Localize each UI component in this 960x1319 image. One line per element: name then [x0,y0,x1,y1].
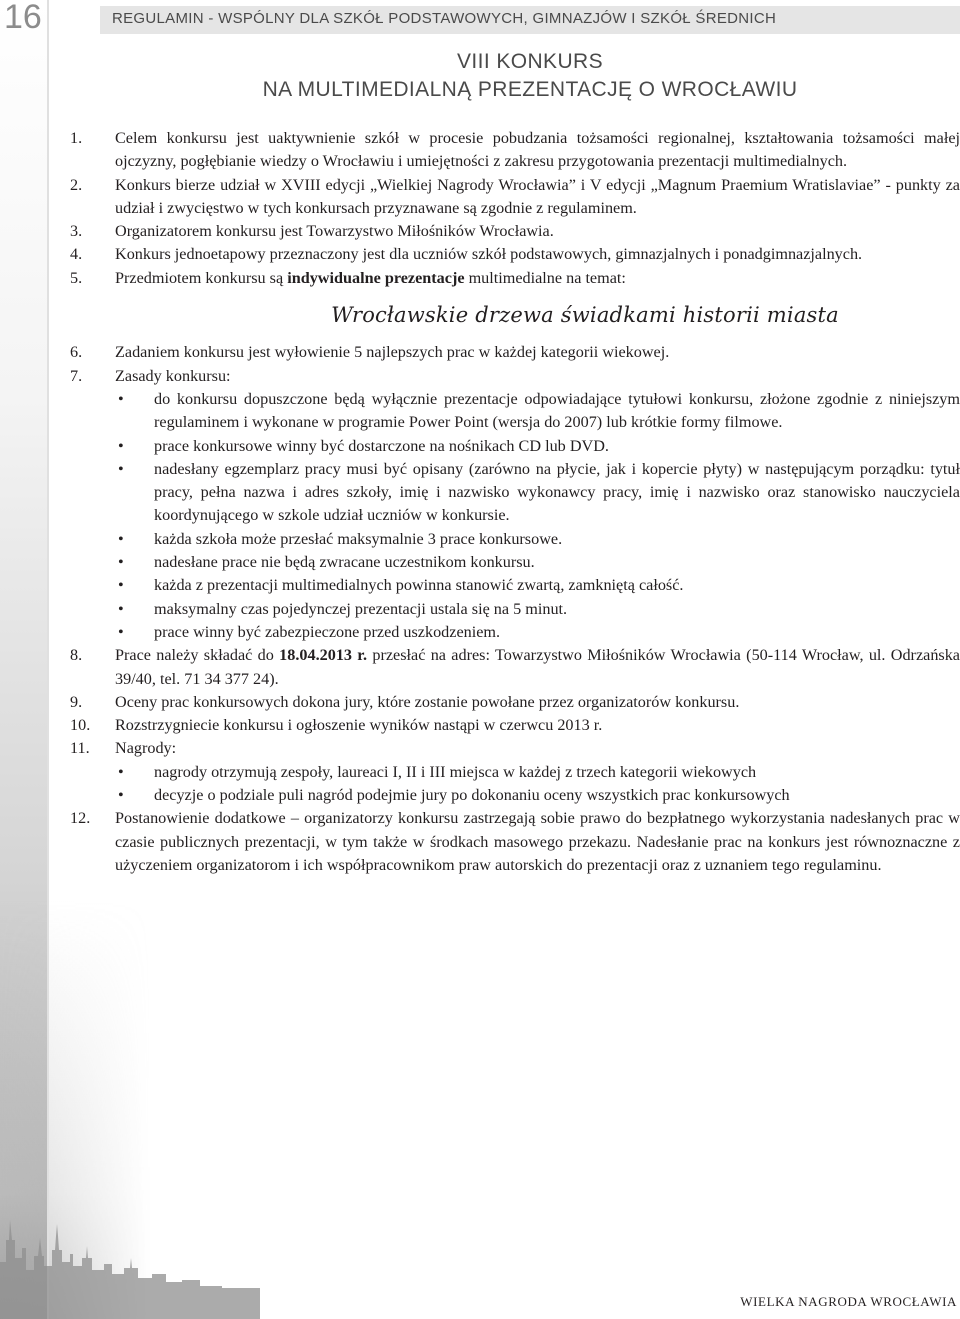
bullet-text: do konkursu dopuszczone będą wyłącznie prezentacje odpowiadające tytułowi konkursu, złożone zgodnie z niniejszym regulaminem i wykonane w programie Power Point (wersja do 2007) lub krótkie formy filmowe. [154,389,960,432]
list-item [70,341,960,364]
item-number: 12. [70,809,91,828]
item-text: Prace należy składać do [115,646,280,665]
bullet-text: prace winny być zabezpieczone przed uszkodzeniem. [154,622,501,641]
rule-bullet [70,388,960,435]
item-text: Celem konkursu jest uaktywnienie szkół w procesie pobudzania tożsamości regionalnej, kształtowania tożsamości małej ojczyzny, pogłębianie wiedzy o Wrocławiu i umiejętności z zakresu przygotowania prezentacji multimedialnych. [115,129,960,171]
bullet-icon: • [118,622,124,641]
item-bold-text: indywidualne prezentacje [287,268,465,287]
list-item [70,267,960,290]
item-text: Nagrody: [115,739,177,758]
bullet-text: nagrody otrzymują zespoły, laureaci I, II i III miejsca w każdej z trzech kategorii wiekowych [154,762,757,781]
item-text: Postanowienie dodatkowe – organizatorzy konkursu zastrzegają sobie prawo do bezpłatnego wykorzystania nadesłanych prac w czasie publicznych prezentacji, w tym także w środkach masowego przekazu. Nadesłanie prac na konkurs jest równoznaczne z użyczeniem organizatorom i ich współpracownikom praw autorskich do prezentacji oraz z uznaniem tego regulaminu. [115,809,960,874]
item-number: 4. [70,245,83,264]
rule-bullet [70,598,960,621]
item-text: Rozstrzygniecie konkursu i ogłoszenie wyników nastąpi w czerwcu 2013 r. [115,716,603,735]
deadline-date: 18.04.2013 r. [279,646,368,665]
competition-theme: Wrocławskie drzewa świadkami historii miasta [331,303,839,328]
bullet-icon: • [118,436,124,455]
list-item [70,243,960,266]
list-item [70,807,960,877]
item-text: Zadaniem konkursu jest wyłowienie 5 najlepszych prac w każdej kategorii wiekowej. [115,343,670,362]
list-item [70,365,960,388]
item-number: 6. [70,343,83,362]
bullet-text: prace konkursowe winny być dostarczone na nośnikach CD lub DVD. [154,436,609,455]
rule-bullet [70,458,960,528]
bullet-icon: • [118,459,124,478]
bullet-text: nadesłane prace nie będą zwracane uczestnikom konkursu. [154,553,535,572]
regulations-body [70,127,960,877]
bullet-text: nadesłany egzemplarz pracy musi być opisany (zarówno na płycie, jak i kopercie płyty) w następującym porządku: tytuł pracy, pełna nazwa i adres szkoły, imię i nazwisko wykonawcy pracy, imię i nazwisko oraz stanowisko nauczyciela koordynującego w szkole udział uczniów w konkursie. [154,459,960,525]
item-number: 8. [70,646,83,665]
item-text: multimedialne na temat: [464,268,626,287]
bullet-icon: • [118,599,124,618]
city-skyline-silhouette [0,1200,260,1319]
prize-bullet [70,784,960,807]
header-text: REGULAMIN - WSPÓLNY DLA SZKÓŁ PODSTAWOWYCH, GIMNAZJÓW I SZKÓŁ ŚREDNICH [112,10,777,27]
list-item [70,127,960,174]
item-text: Zasady konkursu: [115,366,231,385]
page-number: 16 [4,0,42,36]
bullet-icon: • [118,389,124,408]
item-number: 7. [70,366,83,385]
rule-bullet [70,621,960,644]
rule-bullet [70,574,960,597]
bullet-icon: • [118,762,124,781]
list-item [70,691,960,714]
list-item [70,737,960,760]
prize-bullet [70,761,960,784]
margin-line [47,0,49,1319]
item-text: Oceny prac konkursowych dokona jury, które zostanie powołane przez organizatorów konkursu. [115,692,740,711]
item-number: 11. [70,739,90,758]
bullet-text: każda z prezentacji multimedialnych powinna stanowić zwartą, zamkniętą całość. [154,576,684,595]
title-line-2: NA MULTIMEDIALNĄ PREZENTACJĘ O WROCŁAWIU [262,78,798,101]
bullet-icon: • [118,553,124,572]
rule-bullet [70,528,960,551]
item-text: Konkurs jednoetapowy przeznaczony jest dla uczniów szkół podstawowych, gimnazjalnych i ponadgimnazjalnych. [115,245,863,264]
item-number: 3. [70,222,83,241]
list-item [70,644,960,691]
list-item [70,714,960,737]
item-text: Konkurs bierze udział w XVIII edycji „Wielkiej Nagrody Wrocławia” i V edycji „Magnum Praemium Wratislaviae” - punkty za udział i zwycięstwo w tych konkursach przyznawane są zgodnie z regulaminem. [115,175,960,217]
rule-bullet [70,435,960,458]
list-item [70,220,960,243]
item-number: 1. [70,129,83,147]
bullet-text: maksymalny czas pojedynczej prezentacji ustala się na 5 minut. [154,599,568,618]
list-item [70,174,960,221]
footer-text: WIELKA NAGRODA WROCŁAWIA [740,1294,957,1309]
item-number: 5. [70,268,83,287]
item-text: przesłać na adres: Towarzystwo Miłośników Wrocławia (50-114 Wrocław, ul. Odrzańska 39/40, tel. 71 34 377 24). [115,646,960,688]
item-number: 9. [70,692,83,711]
bullet-icon: • [118,529,124,548]
bullet-text: każda szkoła może przesłać maksymalnie 3 prace konkursowe. [154,529,563,548]
title-line-1: VIII KONKURS [457,50,603,73]
bullet-icon: • [118,576,124,595]
bullet-text: decyzje o podziale puli nagród podejmie jury po dokonaniu oceny wszystkich prac konkursowych [154,786,790,805]
item-number: 10. [70,716,91,735]
rule-bullet [70,551,960,574]
item-text: Przedmiotem konkursu są [115,268,288,287]
bullet-icon: • [118,786,124,805]
item-number: 2. [70,175,83,194]
item-text: Organizatorem konkursu jest Towarzystwo Miłośników Wrocławia. [115,222,554,241]
